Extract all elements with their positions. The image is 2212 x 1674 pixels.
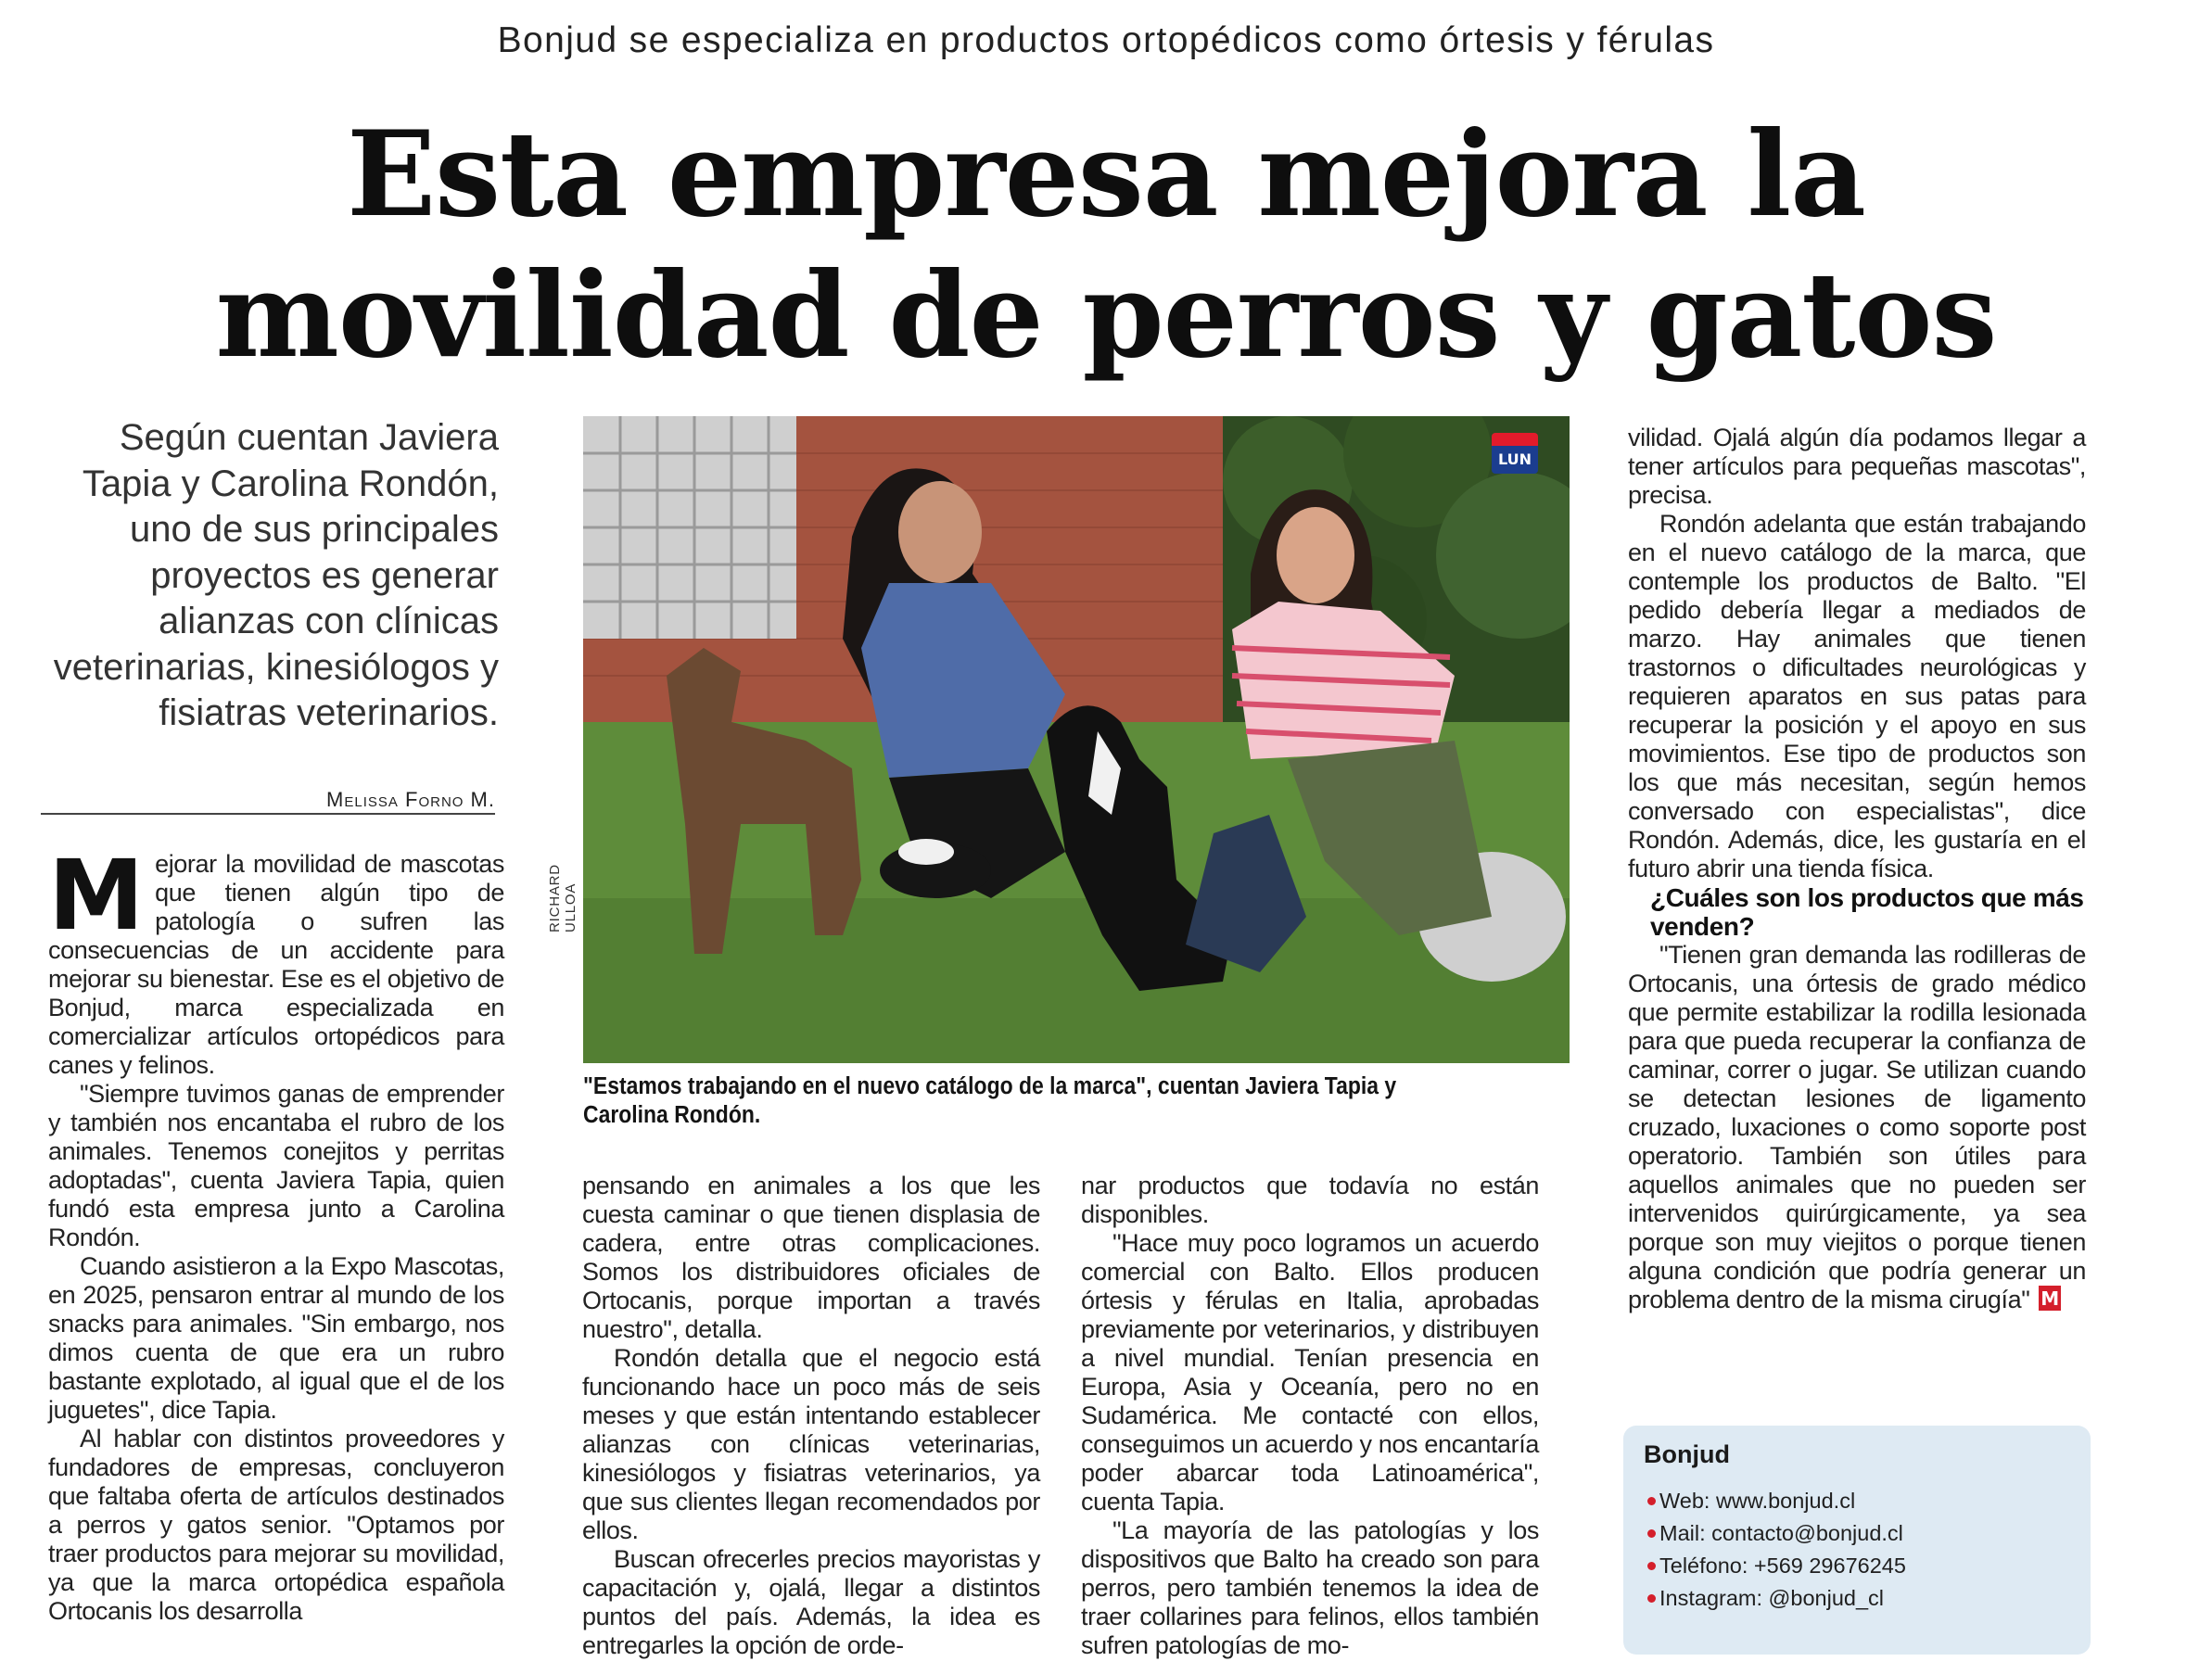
infobox-item-phone [1644, 1550, 2091, 1582]
article-lead: Según cuentan Javiera Tapia y Carolina Rondón, uno de sus principales proyectos es generar alianzas con clínicas veterinarias, kinesiólogos y fisiatras veterinarios. [53, 417, 499, 733]
bullet-icon [1647, 1497, 1656, 1505]
infobox-text: Instagram: @bonjud_cl [1659, 1586, 1885, 1610]
section-subhead: ¿Cuáles son los productos que más venden? [1650, 883, 2084, 941]
byline-divider [41, 813, 495, 815]
infobox-text: Mail: contacto@bonjud.cl [1659, 1521, 1903, 1545]
drop-cap: M [48, 839, 145, 952]
article-headline [111, 104, 2101, 386]
infobox-text: Web: www.bonjud.cl [1659, 1489, 1856, 1513]
contact-infobox [1623, 1426, 2091, 1655]
headline-line-1: Esta empresa mejora la [347, 106, 1865, 243]
photo-illustration [583, 416, 1570, 1063]
end-mark-icon [2031, 1286, 2061, 1311]
lun-logo [1492, 433, 1538, 474]
paragraph: Cuando asistieron a la Expo Mascotas, en 2025, pensaron entrar al mundo de los snacks para animales. "Sin embargo, nos dimos cuenta de que era un rubro bastante explotado, al igual que el de los juguetes", dice Tapia. [48, 1252, 504, 1424]
paragraph [48, 839, 504, 1080]
text-column-3 [1081, 1172, 1539, 1660]
infobox-item-mail [1644, 1517, 2091, 1550]
paragraph-text: "Tienen gran demanda las rodilleras de Ortocanis, una órtesis de grado médico que permite estabilizar la rodilla lesionada para que pueda recuperar la confianza de caminar, correr o jugar. Se utilizan cuando se detectan lesiones de ligamento cruzado, luxaciones o como soporte post operatorio. También son útiles para aquellos animales que no pueden ser intervenidos quirúrgicamente, ya sea porque son muy viejitos o porque tienen alguna condición que podría generar un problema dentro de la misma cirugía" [1628, 941, 2086, 1313]
text-column-4 [1628, 424, 2086, 1314]
svg-text:M: M [2040, 1287, 2060, 1310]
paragraph: "Siempre tuvimos ganas de emprender y también nos encantaba el rubro de los animales. Tenemos conejitos y perritas adoptadas", cuenta Javiera Tapia, quien fundó esta empresa junto a Carolina Rondón. [48, 1080, 504, 1251]
paragraph: "Hace muy poco logramos un acuerdo comercial con Balto. Ellos producen órtesis y férulas en Italia, aprobadas previamente por veterinarios, y distribuyen a nivel mundial. Tenían presencia en Europa, Asia y Oceanía, pero no en Sudamérica. Me contacté con ellos, conseguimos un acuerdo y nos encantaría poder abarcar toda Latinoamérica", cuenta Tapia. [1081, 1229, 1539, 1515]
infobox-title: Bonjud [1644, 1440, 1730, 1468]
paragraph: "La mayoría de las patologías y los dispositivos que Balto ha creado son para perros, pero también tenemos la idea de traer collarines para felinos, ellos también sufren patologías de mo- [1081, 1516, 1539, 1659]
article-kicker: Bonjud se especializa en productos ortopédicos como órtesis y férulas [497, 20, 1715, 60]
paragraph: pensando en animales a los que les cuesta caminar o que tienen displasia de cadera, entre otras complicaciones. Somos los distribuidores oficiales de Ortocanis, porque importan a través nuestro", detalla. [582, 1172, 1040, 1343]
article-photo [583, 416, 1570, 1063]
paragraph: vilidad. Ojalá algún día podamos llegar a tener artículos para pequeñas mascotas", precisa. [1628, 424, 2086, 509]
paragraph-text: ejorar la movilidad de mascotas que tienen algún tipo de patología o sufren las consecuencias de un accidente para mejorar su bienestar. Ese es el objetivo de Bonjud, marca especializada en comercializar artículos ortopédicos para canes y felinos. [48, 850, 504, 1079]
infobox-text: Teléfono: +569 29676245 [1659, 1554, 1906, 1578]
lun-logo-text: LUN [1492, 446, 1538, 474]
bullet-icon [1647, 1529, 1656, 1538]
paragraph: Rondón detalla que el negocio está funcionando hace un poco más de seis meses y que están intentando establecer alianzas con clínicas veterinarias, kinesiólogos y fisiatras veterinarios, ya que sus clientes llegan recomendados por ellos. [582, 1344, 1040, 1544]
infobox-item-instagram [1644, 1582, 2091, 1615]
paragraph: Rondón adelanta que están trabajando en el nuevo catálogo de la marca, que contemple los productos de Balto. "El pedido debería llegar a mediados de marzo. Hay animales que tienen trastornos o dificultades neurológicas y requieren aparatos en sus patas para recuperar la posición y el apoyo en sus movimientos. Ese tipo de productos son los que más necesitan, según hemos conversado con especialistas", dice Rondón. Además, dice, les gustaría en el futuro abrir una tienda física. [1628, 510, 2086, 882]
paragraph [1628, 941, 2086, 1314]
bullet-icon [1647, 1594, 1656, 1603]
photo-credit: RICHARD ULLOA [547, 864, 578, 932]
article-byline: Melissa Forno M. [326, 788, 495, 811]
paragraph: nar productos que todavía no están disponibles. [1081, 1172, 1539, 1228]
bullet-icon [1647, 1562, 1656, 1570]
photo-caption: "Estamos trabajando en el nuevo catálogo de la marca", cuentan Javiera Tapia y Carolina Rondón. [583, 1073, 1397, 1128]
paragraph: Al hablar con distintos proveedores y fundadores de empresas, concluyeron que faltaba oferta de artículos destinados a perros y gatos senior. "Optamos por traer productos para mejorar su movilidad, ya que la marca ortopédica española Ortocanis los desarrolla [48, 1425, 504, 1625]
paragraph: Buscan ofrecerles precios mayoristas y capacitación y, ojalá, llegar a distintos puntos del país. Además, la idea es entregarles la opción de orde- [582, 1545, 1040, 1659]
lun-logo-red-band [1492, 433, 1538, 446]
headline-line-2: movilidad de perros y gatos [215, 247, 1997, 384]
infobox-item-web [1644, 1485, 2091, 1517]
text-column-2 [582, 1172, 1040, 1660]
text-column-1 [48, 839, 504, 1626]
